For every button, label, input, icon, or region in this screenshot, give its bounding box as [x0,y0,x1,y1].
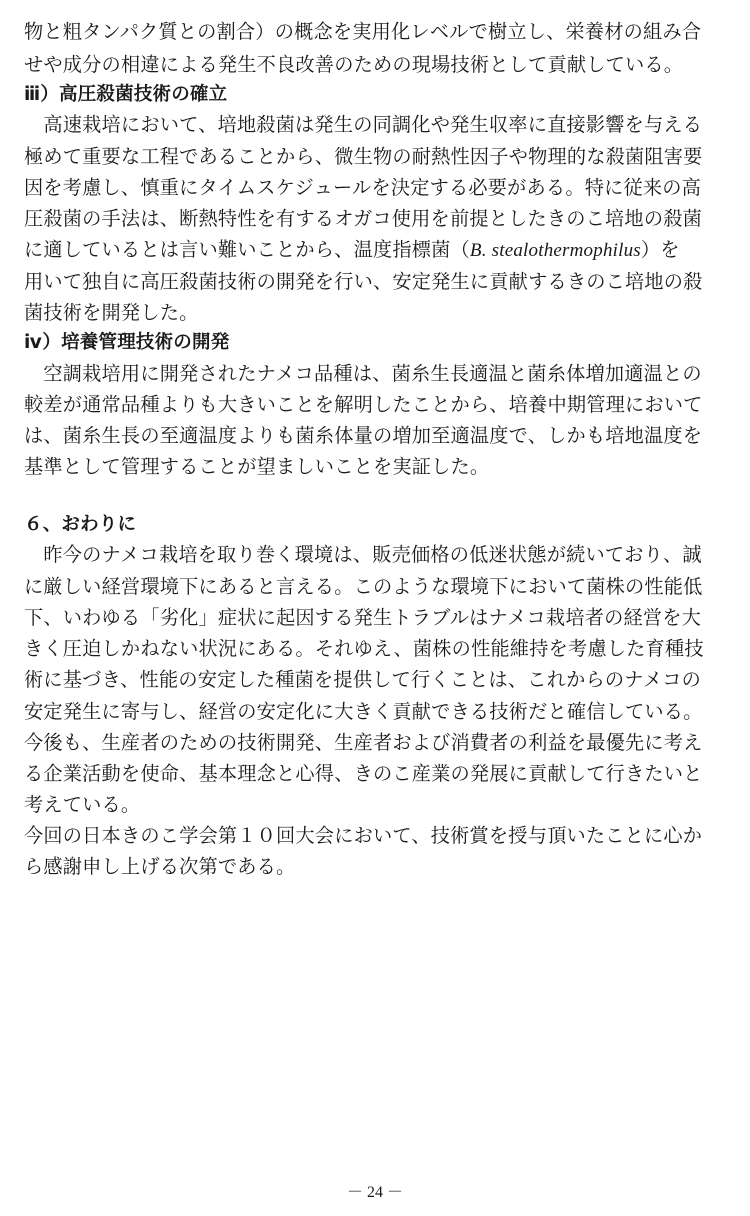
page-number: － 24 － [346,1184,403,1201]
species-name: B. stealothermophilus [469,240,641,261]
section-6-line-1: 昨今のナメコ栽培を取り巻く環境は、販売価格の低迷状態が続いており、誠 [24,543,702,566]
section-6-line-4: きく圧迫しかねない状況にある。それゆえ、菌株の性能維持を考慮した育種技 [24,637,704,660]
section-6-line-3: 下、いわゆる「劣化」症状に起因する発生トラブルはナメコ栽培者の経営を大 [24,606,702,629]
section-3-line-5-post: ）を [640,238,680,261]
section-6-heading: ６、おわりに [24,514,137,535]
section-3-line-6: 用いて独自に高圧殺菌技術の開発を行い、安定発生に貢献するきのこ培地の殺 [24,270,703,293]
section-3-heading: ⅲ）高圧殺菌技術の確立 [24,84,228,105]
section-6-line-11: ら感謝申し上げる次第である。 [24,855,296,878]
section-6-line-7: 今後も、生産者のための技術開発、生産者および消費者の利益を最優先に考え [24,731,703,754]
section-4-heading: ⅳ）培養管理技術の開発 [24,332,230,353]
section-4-line-4: 基準として管理することが望ましいことを実証した。 [24,455,490,478]
section-3-line-3: 因を考慮し、慎重にタイムスケジュールを決定する必要がある。特に従来の高 [24,176,702,199]
section-3-line-4: 圧殺菌の手法は、断熱特性を有するオガコ使用を前提としたきのこ培地の殺菌 [24,207,702,230]
section-6-line-8: る企業活動を使命、基本理念と心得、きのこ産業の発展に貢献して行きたいと [24,762,703,785]
section-3-line-2: 極めて重要な工程であることから、微生物の耐熱性因子や物理的な殺菌阻害要 [24,145,703,168]
section-6-line-6: 安定発生に寄与し、経営の安定化に大きく貢献できる技術だと確信している。 [24,700,703,723]
section-6-line-9: 考えている。 [24,793,141,816]
section-6-line-2: に厳しい経営環境下にあると言える。このような環境下において菌株の性能低 [24,575,703,598]
section-3-line-1: 高速栽培において、培地殺菌は発生の同調化や発生収率に直接影響を与える [24,113,703,136]
intro-line-2: せや成分の相違による発生不良改善のための現場技術として貢献している。 [24,53,684,76]
section-4-line-3: は、菌糸生長の至適温度よりも菌糸体量の増加至適温度で、しかも培地温度を [24,424,703,447]
section-3-line-5-pre: に適しているとは言い難いことから、温度指標菌（ [24,238,470,261]
intro-line-1: 物と粗タンパク質との割合）の概念を実用化レベルで樹立し、栄養材の組み合 [24,20,702,43]
section-6-line-5: 術に基づき、性能の安定した種菌を提供して行くことは、これからのナメコの [24,668,702,691]
section-4-line-1: 空調栽培用に開発されたナメコ品種は、菌糸生長適温と菌糸体増加適温との [24,362,702,385]
section-3-line-5 [24,235,724,265]
section-3-line-7: 菌技術を開発した。 [24,301,199,324]
section-6-line-10: 今回の日本きのこ学会第１０回大会において、技術賞を授与頂いたことに心か [24,824,703,847]
section-4-line-2: 較差が通常品種よりも大きいことを解明したことから、培養中期管理において [24,393,703,416]
